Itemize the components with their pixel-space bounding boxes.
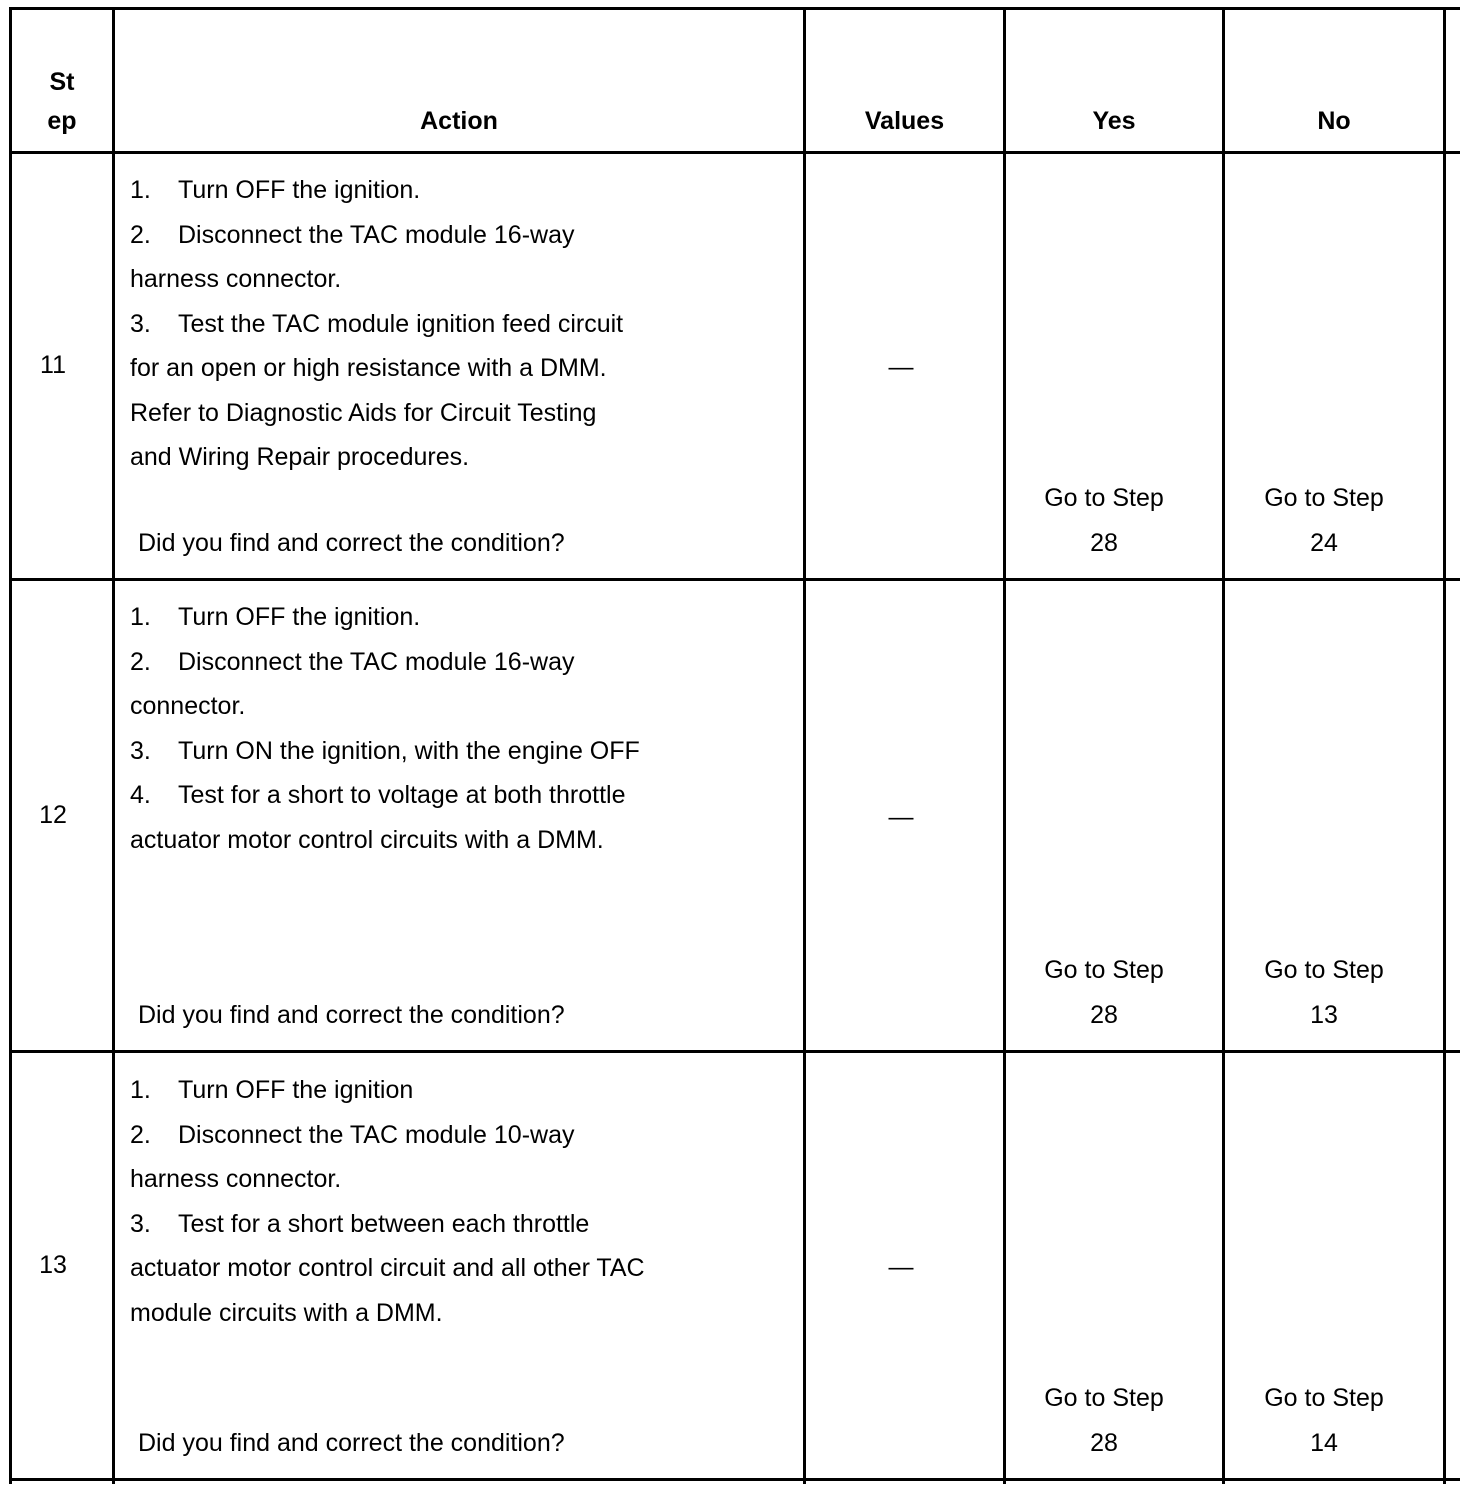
action-line-text: Disconnect the TAC module 16-way (178, 647, 575, 676)
action-line-text: Test for a short to voltage at both throttle (178, 781, 626, 809)
action-line-number: 1. (130, 176, 151, 204)
action-line (130, 729, 640, 774)
value-cell: — (888, 1253, 914, 1281)
value-cell: — (888, 353, 914, 381)
action-line (130, 1246, 645, 1291)
action-line-text: Refer to Diagnostic Aids for Circuit Testing (130, 398, 597, 427)
action-line-text: Disconnect the TAC module 16-way (178, 220, 575, 249)
header-divider (9, 151, 1460, 154)
action-line-text: Turn OFF the ignition. (178, 176, 421, 204)
action-list (130, 168, 623, 480)
goto-step: 28 (1090, 528, 1118, 557)
action-question: Did you find and correct the condition? (138, 1001, 565, 1029)
action-line-text: for an open or high resistance with a DMM. (130, 354, 607, 382)
action-question: Did you find and correct the condition? (138, 1429, 565, 1457)
action-line-text: and Wiring Repair procedures. (130, 443, 470, 471)
column-divider (1003, 7, 1006, 1484)
action-line (130, 773, 640, 818)
action-line (130, 640, 640, 685)
yes-cell (1006, 1376, 1202, 1465)
action-line-number: 1. (130, 1076, 151, 1104)
action-line-text: Turn ON the ignition, with the engine OFF (178, 736, 640, 765)
action-line-number: 1. (130, 603, 151, 631)
goto-step: 14 (1310, 1428, 1338, 1457)
action-line (130, 1157, 645, 1202)
goto-step: 24 (1310, 528, 1338, 557)
yes-cell (1006, 476, 1202, 565)
action-line-text: Disconnect the TAC module 10-way (178, 1120, 575, 1149)
action-line (130, 435, 623, 480)
action-line (130, 168, 623, 213)
action-line-text: harness connector. (130, 265, 342, 293)
header-action: Action (420, 107, 498, 135)
table-border-top (9, 7, 1460, 10)
action-line (130, 346, 623, 391)
action-line-number: 3. (130, 1209, 151, 1238)
action-line-text: connector. (130, 692, 246, 720)
header-values: Values (864, 107, 945, 135)
action-line-text: Test for a short between each throttle (178, 1209, 590, 1238)
header-step (12, 63, 112, 141)
action-line-text: actuator motor control circuits with a DMM. (130, 825, 604, 854)
action-line-number: 2. (130, 1120, 151, 1149)
action-line-number: 2. (130, 220, 151, 249)
action-line-text: Turn OFF the ignition. (178, 603, 421, 631)
action-line (130, 818, 640, 863)
goto-step: 28 (1090, 1428, 1118, 1457)
goto-label: Go to Step (1044, 484, 1164, 512)
row-divider (9, 1050, 1460, 1053)
no-cell (1225, 1376, 1423, 1465)
goto-label: Go to Step (1264, 1384, 1384, 1412)
action-line (130, 302, 623, 347)
action-line-number: 2. (130, 647, 151, 676)
action-line (130, 213, 623, 258)
action-line (130, 595, 640, 640)
column-divider (112, 7, 115, 1484)
header-no: No (1317, 107, 1351, 135)
value-cell: — (888, 803, 914, 831)
action-line (130, 257, 623, 302)
action-line-text: actuator motor control circuit and all other TAC (130, 1254, 645, 1282)
yes-cell (1006, 948, 1202, 1037)
action-line (130, 684, 640, 729)
step-number: 11 (40, 351, 66, 379)
no-cell (1225, 948, 1423, 1037)
action-line (130, 391, 623, 436)
action-question: Did you find and correct the condition? (138, 529, 565, 557)
table-border-bottom (9, 1478, 1460, 1481)
action-line (130, 1291, 645, 1336)
goto-label: Go to Step (1044, 956, 1164, 984)
action-list (130, 595, 640, 862)
action-line (130, 1068, 645, 1113)
action-list (130, 1068, 645, 1335)
goto-step: 28 (1090, 1000, 1118, 1029)
row-divider (9, 578, 1460, 581)
action-line-number: 3. (130, 309, 151, 338)
action-line-text: harness connector. (130, 1165, 342, 1193)
action-line-number: 4. (130, 781, 151, 809)
action-line-text: Turn OFF the ignition (178, 1076, 414, 1104)
action-line (130, 1113, 645, 1158)
action-line-number: 3. (130, 736, 151, 765)
step-number: 13 (39, 1251, 67, 1279)
step-number: 12 (39, 801, 67, 829)
action-line-text: Test the TAC module ignition feed circuit (178, 309, 624, 338)
header-step-line2: ep (47, 107, 77, 135)
goto-label: Go to Step (1264, 484, 1384, 512)
goto-step: 13 (1310, 1000, 1338, 1029)
table-border-right (1443, 7, 1446, 1484)
action-line-text: module circuits with a DMM. (130, 1298, 443, 1327)
header-step-line1: St (49, 68, 75, 96)
no-cell (1225, 476, 1423, 565)
action-line (130, 1202, 645, 1247)
goto-label: Go to Step (1264, 956, 1384, 984)
goto-label: Go to Step (1044, 1384, 1164, 1412)
header-yes: Yes (1092, 107, 1136, 135)
column-divider (1222, 7, 1225, 1484)
